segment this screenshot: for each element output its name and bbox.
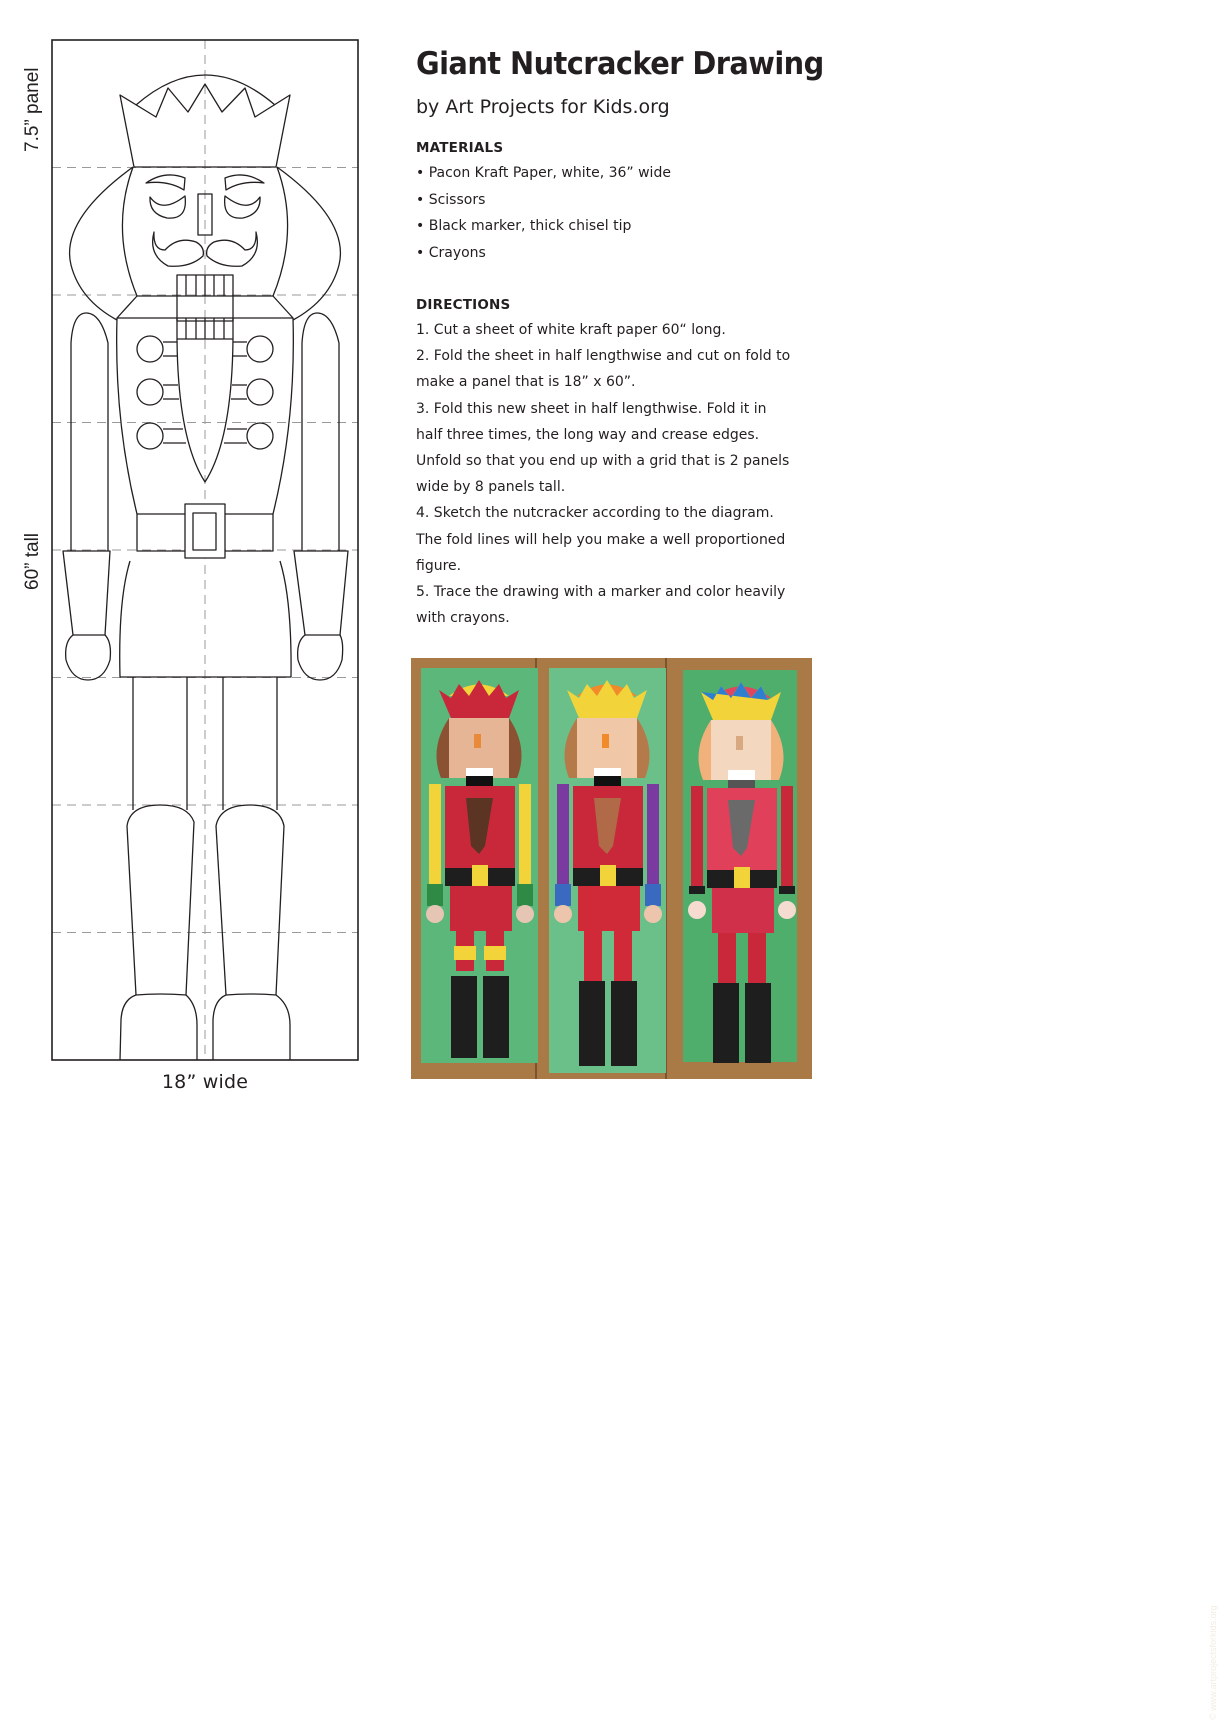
nutcracker-diagram (0, 0, 380, 1112)
direction-line: 3. Fold this new sheet in half lengthwise. Fold it in (416, 400, 767, 417)
example-artwork-photo (411, 658, 1218, 1720)
materials-list (416, 160, 671, 266)
directions-text (416, 317, 816, 631)
list-item: • Pacon Kraft Paper, white, 36” wide (416, 165, 671, 181)
direction-line: 4. Sketch the nutcracker according to the diagram. (416, 505, 774, 522)
panel-size-label: 7.5” panel (22, 67, 43, 152)
direction-line: The fold lines will help you make a well proportioned (416, 531, 786, 548)
direction-line: wide by 8 panels tall. (416, 479, 566, 496)
list-item: • Black marker, thick chisel tip (416, 218, 632, 234)
nutcracker-photo-illustration (411, 658, 812, 1079)
instructions-panel (416, 44, 826, 627)
byline: by Art Projects for Kids.org (416, 96, 670, 118)
width-label: 18” wide (161, 1071, 249, 1093)
direction-line: half three times, the long way and crease edges. (416, 426, 760, 443)
direction-line: Unfold so that you end up with a grid that is 2 panels (416, 453, 790, 470)
direction-line: 2. Fold the sheet in half lengthwise and cut on fold to (416, 348, 791, 365)
direction-line: 5. Trace the drawing with a marker and color heavily (416, 584, 786, 601)
direction-line: with crayons. (416, 610, 510, 627)
page-title: Giant Nutcracker Drawing (416, 46, 824, 82)
direction-line: 1. Cut a sheet of white kraft paper 60“ long. (416, 322, 726, 338)
nutcracker-line-drawing (0, 0, 380, 1112)
directions-heading: DIRECTIONS (416, 297, 511, 313)
direction-line: figure. (416, 557, 462, 574)
height-label: 60” tall (22, 532, 43, 590)
direction-line: make a panel that is 18” x 60”. (416, 374, 636, 391)
list-item: • Crayons (416, 244, 486, 261)
photo-credit: © www.artprojectsforkids.org (1208, 1605, 1218, 1720)
materials-heading: MATERIALS (416, 140, 504, 156)
list-item: • Scissors (416, 191, 486, 208)
